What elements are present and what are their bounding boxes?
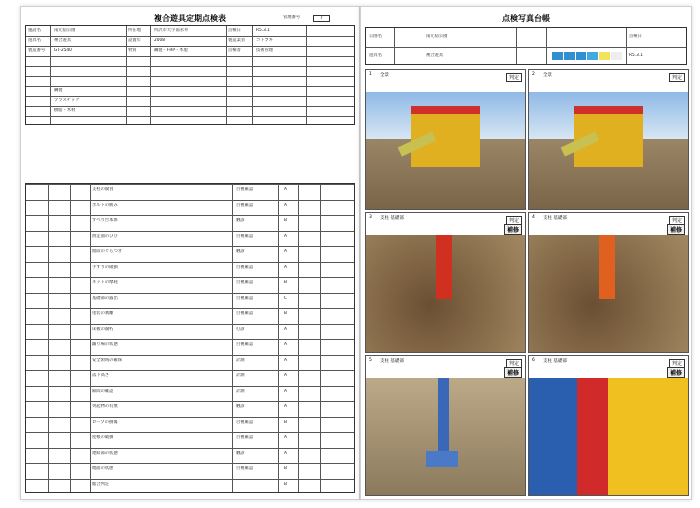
item-name: 屋根の破損 [92,435,114,440]
item-grade: C [284,295,288,301]
item-grade: A [284,357,287,363]
photo-number: 3 [369,215,372,220]
header-value: GT-2540 [54,48,72,53]
table-row [26,355,354,356]
header-label: 点検日 [228,28,241,33]
item-grade: B [284,481,287,487]
item-method: 目視確認 [236,435,254,440]
judge-label: 判定 [506,73,522,82]
table-row [26,324,354,325]
judge-result: 補修 [667,224,685,235]
legend-bar [552,52,622,60]
item-name: ボルトの緩み [92,202,118,208]
table-row [26,432,354,433]
item-grade: A [284,388,287,394]
table-row [26,246,354,247]
item-method: 目視確認 [236,419,254,425]
photo-location: 支柱 基礎部 [380,359,404,364]
item-method: 触診 [236,249,245,254]
header-label: 施設名 [28,28,41,33]
item-name: 支柱の腐食 [92,187,114,192]
header-label: 設置年 [128,38,141,43]
judge-result: 補修 [667,367,685,378]
material-item: 樹脂・木材 [54,108,76,113]
photo-card [365,212,526,353]
item-grade: A [284,187,287,192]
judge-label: 判定 [669,73,685,82]
table-row [26,463,354,464]
item-method: 目視確認 [236,295,254,301]
table-row [26,308,354,309]
header-value: 複合遊具 [54,38,72,43]
item-method: 計測 [236,357,245,363]
item-grade: A [284,202,287,208]
item-grade: A [284,450,287,456]
mgmt-no-label: 管理番号 [283,15,301,20]
photo-ledger [360,6,692,500]
judge-label: 判定 [669,216,685,225]
equipment-label: 遊具名 [369,53,382,58]
photo-number: 6 [532,358,535,363]
date-label: 点検日 [629,34,642,39]
item-name: ネットの摩耗 [92,280,118,285]
material-item: プラスチック [54,98,80,103]
photo-location: 支柱 基礎部 [543,216,567,221]
photo-number: 2 [532,72,535,77]
photo-header [529,213,688,236]
header-value: 所沢市大字南永井 [154,28,189,33]
item-grade: B [284,280,287,285]
mgmt-no: 7 [313,15,330,22]
header-label: 点検者 [228,48,241,53]
photo-location: 支柱 基礎部 [543,359,567,364]
photo-header [529,70,688,93]
item-name: 床板の腐朽 [92,326,114,332]
photo-location: 全景 [380,73,389,78]
item-method: 触診 [236,404,245,409]
item-name: 滑走面のひび [92,233,118,239]
item-grade: A [284,342,287,347]
item-grade: A [284,404,287,409]
photo-header [366,213,525,236]
item-grade: B [284,466,287,471]
header-value: R5.3.1 [256,28,270,33]
photo-card [365,69,526,210]
judge-result: 補修 [504,224,522,235]
photo-header [366,70,525,93]
item-method: 目視確認 [236,311,254,316]
item-method: 目視確認 [236,342,254,347]
header-label: 遊具名 [28,38,41,43]
photo-image [529,235,688,352]
table-row [26,401,354,402]
header-label: 製造番号 [28,48,46,53]
judge-result: 補修 [504,367,522,378]
header-table [25,25,355,125]
item-name: 塗装の剥離 [92,311,114,316]
header-value: 南元宿公園 [54,28,76,33]
equipment-name: 複合遊具 [426,53,444,58]
park-name: 南元宿公園 [426,34,448,39]
judge-label: 判定 [506,216,522,225]
photo-card [528,212,689,353]
header-label: 材質 [128,48,137,53]
photo-image [366,92,525,209]
material-item: 鋼製 [54,88,63,93]
item-method: 計測 [236,388,245,394]
photo-ledger-title: 点検写真台帳 [502,14,550,23]
ledger-header [365,27,687,65]
item-grade: B [284,311,287,316]
item-method: 打診 [236,326,245,332]
item-method: 触診 [236,218,245,223]
photo-image [366,378,525,495]
item-name: 基礎部の露出 [92,295,118,301]
header-label: 製造業者 [228,38,246,43]
table-row [26,293,354,294]
item-name: 階段のぐらつき [92,249,123,254]
item-name: 隙間の確認 [92,388,114,394]
item-method: 計測 [236,373,245,378]
header-value: 鋼製・FRP・木製 [154,48,188,53]
item-name: 手すりの破損 [92,264,118,270]
item-name: ロープの損傷 [92,419,118,425]
table-row [26,262,354,263]
header-value: 技術管理 [256,48,274,53]
table-row [26,215,354,216]
item-grade: A [284,373,287,378]
table-row [26,200,354,201]
table-row [26,184,354,185]
photo-location: 支柱 基礎部 [380,216,404,221]
item-grade: B [284,218,287,223]
table-row [26,277,354,278]
photo-number: 4 [532,215,535,220]
photo-number: 1 [369,72,372,77]
header-value: 2008 [154,38,165,43]
item-name: 踊り場の状態 [92,342,118,347]
item-name: 安全領域の確保 [92,357,123,363]
items-table [25,183,355,493]
photo-location: 全景 [543,73,552,78]
photo-header [529,356,688,379]
item-grade: A [284,264,287,270]
item-name: 地面の状態 [92,466,114,471]
item-method: 目視確認 [236,264,254,270]
photo-card [528,69,689,210]
photo-number: 5 [369,358,372,363]
photo-card [365,355,526,496]
header-label: 所在地 [128,28,141,33]
table-row [26,370,354,371]
table-row [26,386,354,387]
item-method: 目視確認 [236,233,254,239]
table-row [26,231,354,232]
item-grade: A [284,435,287,440]
table-row [26,448,354,449]
item-name: すべり台本体 [92,218,118,223]
item-method: 目視確認 [236,202,254,208]
item-grade: A [284,326,287,332]
photo-image [366,235,525,352]
date-value: R5.3.1 [629,53,643,58]
item-name: 突起物の有無 [92,404,118,409]
inspection-sheet-title: 複合遊具定期点検表 [154,14,226,23]
photo-image [529,378,688,495]
item-method: 触診 [236,450,245,456]
item-name: 連結部の状態 [92,450,118,456]
photo-card [528,355,689,496]
photo-image [529,92,688,209]
photo-header [366,356,525,379]
judge-label: 判定 [669,359,685,368]
table-row [26,417,354,418]
item-name: 総合判定 [92,481,110,487]
item-grade: A [284,233,287,239]
inspection-sheet [20,6,360,500]
table-row [26,479,354,480]
item-method: 目視確認 [236,187,254,192]
judge-label: 判定 [506,359,522,368]
item-method: 目視確認 [236,280,254,285]
item-grade: B [284,419,287,425]
table-row [26,339,354,340]
item-grade: A [284,249,287,254]
item-name: 落下高さ [92,373,110,378]
item-method: 目視確認 [236,466,254,471]
park-label: 公園名 [369,34,382,39]
header-value: コトブキ [256,38,273,43]
